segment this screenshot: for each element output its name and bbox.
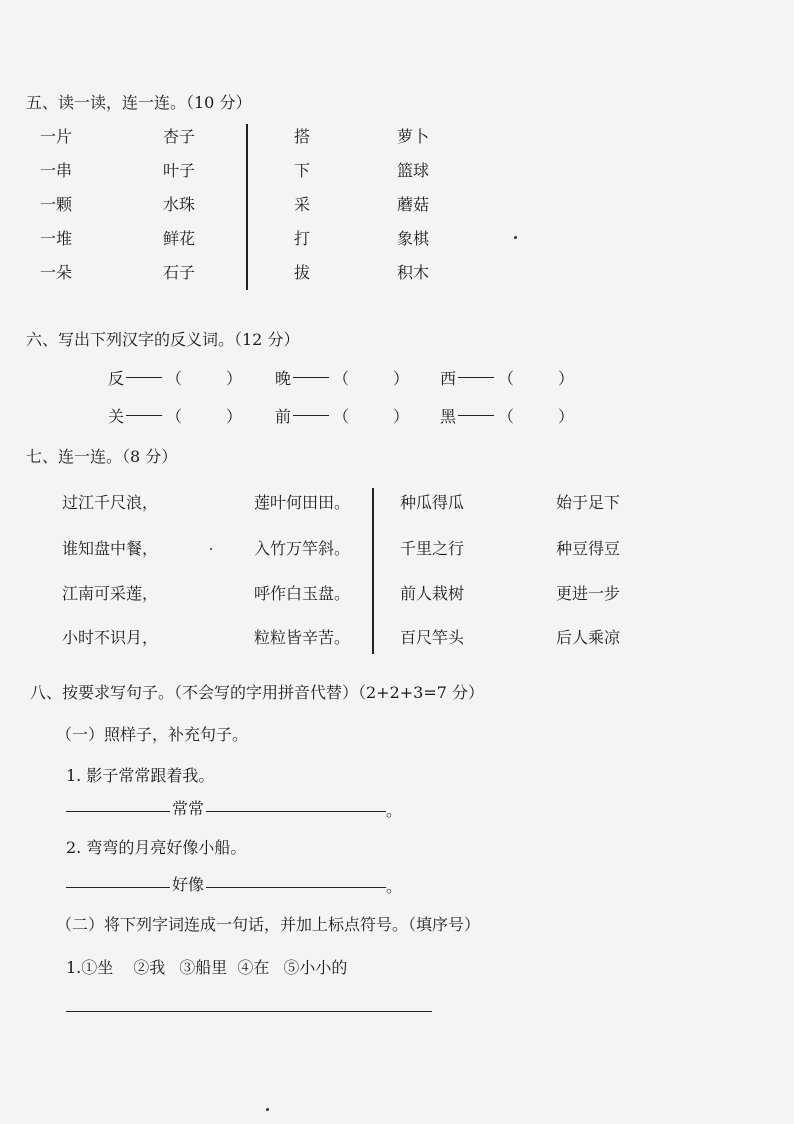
- keyword: 好像: [172, 875, 205, 894]
- dash-line: [293, 377, 329, 378]
- s7-col3-item: 种瓜得瓜: [400, 493, 465, 512]
- s7-col1-item: 谁知盘中餐，: [62, 539, 159, 558]
- scan-speck: [514, 236, 517, 239]
- dash-line: [293, 415, 329, 416]
- s7-col4-item: 种豆得豆: [556, 539, 621, 558]
- s5-divider-line: [246, 124, 248, 290]
- answer-blank[interactable]: （ ）: [166, 369, 243, 388]
- antonym-char: 西: [440, 369, 457, 388]
- s5-col1-item: 一朵: [40, 263, 73, 282]
- answer-line[interactable]: [66, 811, 170, 812]
- s5-col3-item: 下: [294, 161, 311, 180]
- period-mark: 。: [386, 801, 403, 820]
- s7-col3-item: 前人栽树: [400, 584, 465, 603]
- s7-col2-item: 呼作白玉盘。: [254, 584, 351, 603]
- s7-col4-item: 后人乘凉: [556, 628, 621, 647]
- dash-line: [126, 377, 162, 378]
- s7-col1-item: 过江千尺浪，: [62, 493, 159, 512]
- s5-col1-item: 一堆: [40, 229, 73, 248]
- dash-line: [458, 415, 494, 416]
- answer-line[interactable]: [66, 887, 170, 888]
- antonym-item: [275, 404, 409, 427]
- s5-col1-item: 一片: [40, 127, 73, 146]
- antonym-item: [440, 404, 574, 427]
- word-chip: ①坐: [81, 958, 114, 977]
- s5-col2-item: 水珠: [163, 195, 196, 214]
- s5-col4-item: 蘑菇: [397, 195, 430, 214]
- answer-blank[interactable]: （ ）: [166, 407, 243, 426]
- answer-blank[interactable]: （ ）: [333, 407, 410, 426]
- s7-divider-line: [372, 488, 374, 654]
- antonym-char: 关: [108, 407, 125, 426]
- s7-col1-item: 江南可采莲，: [62, 584, 159, 603]
- period-mark: 。: [386, 877, 403, 896]
- s5-col4-item: 积木: [397, 263, 430, 282]
- dash-line: [458, 377, 494, 378]
- keyword: 常常: [172, 799, 205, 818]
- part-1-title: （一）照样子，补充句子。: [56, 725, 249, 744]
- s5-col4-item: 萝卜: [397, 127, 430, 146]
- word-chip: ③船里: [179, 958, 228, 977]
- word-order-question: [66, 955, 347, 978]
- s7-col2-item: 莲叶何田田。: [254, 493, 351, 512]
- s7-col2-item: 粒粒皆辛苦。: [254, 628, 351, 647]
- s7-col4-item: 更进一步: [556, 584, 621, 603]
- s5-col4-item: 象棋: [397, 229, 430, 248]
- s5-col1-item: 一颗: [40, 195, 73, 214]
- s5-col2-item: 杏子: [163, 127, 196, 146]
- s7-col3-item: 百尺竿头: [400, 628, 465, 647]
- s5-col3-item: 拔: [294, 263, 311, 282]
- s5-col3-item: 采: [294, 195, 311, 214]
- word-chip: ⑤小小的: [283, 958, 348, 977]
- section-6-title: 六、写出下列汉字的反义词。（12 分）: [26, 330, 300, 349]
- s7-col3-item: 千里之行: [400, 539, 465, 558]
- scan-speck: [266, 1108, 269, 1111]
- answer-line[interactable]: [66, 1011, 432, 1012]
- s7-col2-item: 入竹万竿斜。: [254, 539, 351, 558]
- word-chip: ②我: [133, 958, 166, 977]
- antonym-item: [275, 366, 409, 389]
- s5-col4-item: 篮球: [397, 161, 430, 180]
- part-2-title: （二）将下列字词连成一句话，并加上标点符号。（填序号）: [56, 915, 481, 934]
- example-sentence-2: 2. 弯弯的月亮好像小船。: [66, 838, 247, 857]
- antonym-char: 晚: [275, 369, 292, 388]
- answer-blank[interactable]: （ ）: [498, 369, 575, 388]
- section-5-title: 五、读一读，连一连。（10 分）: [26, 93, 252, 112]
- example-sentence-1: 1. 影子常常跟着我。: [66, 766, 215, 785]
- antonym-item: [108, 404, 242, 427]
- question-number: 1.: [66, 958, 82, 977]
- s5-col2-item: 石子: [163, 263, 196, 282]
- s5-col3-item: 搭: [294, 127, 311, 146]
- scan-speck: [210, 548, 212, 550]
- word-chip: ④在: [237, 958, 270, 977]
- antonym-char: 反: [108, 369, 125, 388]
- dash-line: [126, 415, 162, 416]
- answer-line[interactable]: [206, 811, 386, 812]
- s5-col2-item: 叶子: [163, 161, 196, 180]
- s7-col1-item: 小时不识月，: [62, 628, 159, 647]
- answer-line[interactable]: [206, 887, 386, 888]
- answer-blank[interactable]: （ ）: [333, 369, 410, 388]
- antonym-char: 黑: [440, 407, 457, 426]
- section-8-title: 八、按要求写句子。（不会写的字用拼音代替）（2+2+3=7 分）: [30, 683, 485, 702]
- antonym-char: 前: [275, 407, 292, 426]
- answer-blank[interactable]: （ ）: [498, 407, 575, 426]
- s5-col1-item: 一串: [40, 161, 73, 180]
- s5-col2-item: 鲜花: [163, 229, 196, 248]
- antonym-item: [440, 366, 574, 389]
- antonym-item: [108, 366, 242, 389]
- section-7-title: 七、连一连。（8 分）: [26, 447, 178, 466]
- s7-col4-item: 始于足下: [556, 493, 621, 512]
- s5-col3-item: 打: [294, 229, 311, 248]
